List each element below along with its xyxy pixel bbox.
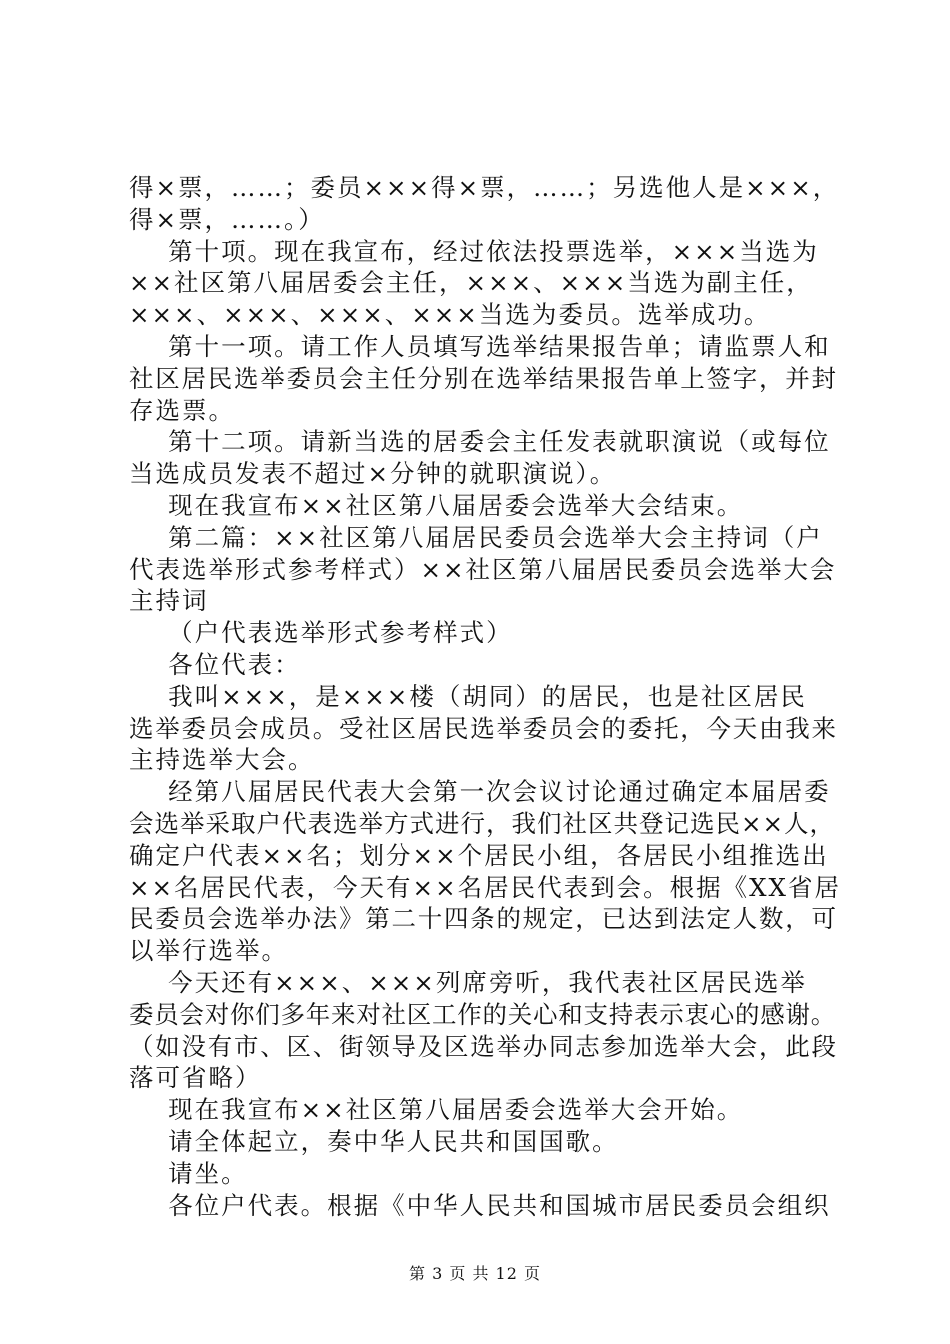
text-line: 第十一项。请工作人员填写选举结果报告单；请监票人和 xyxy=(129,331,831,361)
text-line: 主持选举大会。 xyxy=(129,745,315,775)
text-line: 会选举采取户代表选举方式进行，我们社区共登记选民××人， xyxy=(129,808,836,838)
text-line: 现在我宣布××社区第八届居委会选举大会结束。 xyxy=(129,490,744,520)
text-line: （如没有市、区、街领导及区选举办同志参加选举大会，此段 xyxy=(129,1031,838,1061)
page-number-footer: 第 3 页 共 12 页 xyxy=(409,1264,541,1283)
text-line: 经第八届居民代表大会第一次会议讨论通过确定本届居委 xyxy=(129,777,831,807)
text-line: 各位户代表。根据《中华人民共和国城市居民委员会组织 xyxy=(129,1190,831,1220)
text-line: 当选成员发表不超过×分钟的就职演说）。 xyxy=(129,459,617,489)
text-line: 以举行选举。 xyxy=(129,936,288,966)
text-line: 社区居民选举委员会主任分别在选举结果报告单上签字，并封 xyxy=(129,363,838,393)
text-line: ××社区第八届居委会主任，×××、×××当选为副主任， xyxy=(129,268,813,298)
text-line: 第十二项。请新当选的居委会主任发表就职演说（或每位 xyxy=(129,427,831,457)
text-line: 今天还有×××、×××列席旁听，我代表社区居民选举 xyxy=(129,967,807,997)
text-line: 得×票，……。） xyxy=(129,204,325,234)
text-line: 主持词 xyxy=(129,586,209,616)
text-line: 民委员会选举办法》第二十四条的规定，已达到法定人数，可 xyxy=(129,904,838,934)
text-line: 存选票。 xyxy=(129,395,235,425)
text-line: 选举委员会成员。受社区居民选举委员会的委托，今天由我来 xyxy=(129,713,838,743)
text-line: （户代表选举形式参考样式） xyxy=(129,618,513,648)
text-line: 第二篇：××社区第八届居民委员会选举大会主持词（户 xyxy=(129,522,823,552)
text-line: ×××、×××、×××、×××当选为委员。选举成功。 xyxy=(129,300,771,330)
text-line: 我叫×××，是×××楼（胡同）的居民，也是社区居民 xyxy=(129,681,807,711)
text-line: 委员会对你们多年来对社区工作的关心和支持表示衷心的感谢。 xyxy=(129,999,836,1029)
text-line: 现在我宣布××社区第八届居委会选举大会开始。 xyxy=(129,1095,744,1125)
text-line: 请坐。 xyxy=(129,1158,248,1188)
text-line: 代表选举形式参考样式）××社区第八届居民委员会选举大会 xyxy=(129,554,837,584)
text-line: 各位代表： xyxy=(129,649,301,679)
text-line: 第十项。现在我宣布，经过依法投票选举，×××当选为 xyxy=(129,236,819,266)
document-body xyxy=(129,172,841,1221)
text-line: 确定户代表××名；划分××个居民小组，各居民小组推选出 xyxy=(129,840,829,870)
text-line: 请全体起立，奏中华人民共和国国歌。 xyxy=(129,1126,619,1156)
text-line: 得×票，……；委员×××得×票，……；另选他人是×××， xyxy=(129,173,840,202)
text-line: ××名居民代表，今天有××名居民代表到会。根据《XX省居 xyxy=(129,872,841,902)
text-line: 落可省略） xyxy=(129,1063,262,1093)
